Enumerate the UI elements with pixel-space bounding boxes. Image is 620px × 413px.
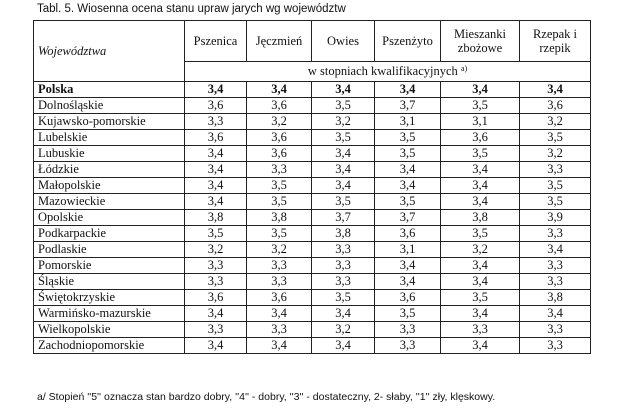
- value-cell: 3,6: [247, 130, 312, 146]
- value-cell: 3,5: [185, 226, 247, 242]
- table-row: [34, 114, 591, 130]
- value-cell: 3,5: [441, 290, 520, 306]
- value-cell: 3,3: [247, 258, 312, 274]
- value-cell: 3,4: [520, 306, 591, 322]
- value-cell: 3,5: [375, 306, 441, 322]
- value-cell: 3,4: [520, 242, 591, 258]
- region-name: Kujawsko-pomorskie: [34, 114, 185, 130]
- region-name: Polska: [34, 82, 185, 98]
- value-cell: 3,8: [247, 210, 312, 226]
- region-name: Śląskie: [34, 274, 185, 290]
- value-cell: 3,3: [247, 162, 312, 178]
- region-name: Zachodniopomorskie: [34, 338, 185, 354]
- table-row: [34, 242, 591, 258]
- value-cell: 3,2: [185, 242, 247, 258]
- value-cell: 3,3: [312, 242, 375, 258]
- value-cell: 3,3: [247, 322, 312, 338]
- value-cell: 3,6: [375, 290, 441, 306]
- footnote: a/ Stopień ''5'' oznacza stan bardzo dobry, ''4'' - dobry, ''3'' - dostateczny, 2- słaby, ''1'' zły, klęskowy.: [37, 391, 496, 403]
- region-name: Lubuskie: [34, 146, 185, 162]
- region-name: Podkarpackie: [34, 226, 185, 242]
- value-cell: 3,3: [520, 322, 591, 338]
- value-cell: 3,7: [375, 98, 441, 114]
- table-row: [34, 274, 591, 290]
- value-cell: 3,4: [441, 178, 520, 194]
- value-cell: 3,8: [185, 210, 247, 226]
- value-cell: 3,7: [375, 210, 441, 226]
- value-cell: 3,6: [441, 130, 520, 146]
- table-row: [34, 322, 591, 338]
- value-cell: 3,4: [441, 162, 520, 178]
- value-cell: 3,4: [247, 306, 312, 322]
- value-cell: 3,4: [185, 178, 247, 194]
- value-cell: 3,4: [185, 146, 247, 162]
- region-name: Podlaskie: [34, 242, 185, 258]
- table-row: [34, 194, 591, 210]
- column-header-rzepak: Rzepak i rzepik: [520, 21, 591, 62]
- region-column-header: Województwa: [34, 21, 185, 82]
- value-cell: 3,6: [185, 290, 247, 306]
- column-header-mieszanki: Mieszanki zbożowe: [441, 21, 520, 62]
- value-cell: 3,4: [312, 178, 375, 194]
- value-cell: 3,4: [312, 338, 375, 354]
- value-cell: 3,5: [312, 290, 375, 306]
- region-name: Lubelskie: [34, 130, 185, 146]
- value-cell: 3,2: [520, 146, 591, 162]
- column-header-owies: Owies: [312, 21, 375, 62]
- value-cell: 3,6: [185, 130, 247, 146]
- value-cell: 3,4: [375, 274, 441, 290]
- value-cell: 3,5: [520, 130, 591, 146]
- value-cell: 3,4: [312, 306, 375, 322]
- value-cell: 3,4: [247, 82, 312, 98]
- value-cell: 3,9: [520, 210, 591, 226]
- table-body: [34, 82, 591, 354]
- table-title: Tabl. 5. Wiosenna ocena stanu upraw jarych wg województw: [37, 3, 346, 15]
- value-cell: 3,4: [441, 338, 520, 354]
- value-cell: 3,4: [441, 258, 520, 274]
- table-row: [34, 290, 591, 306]
- value-cell: 3,6: [520, 98, 591, 114]
- value-cell: 3,4: [441, 274, 520, 290]
- region-name: Warmińsko-mazurskie: [34, 306, 185, 322]
- value-cell: 3,5: [312, 130, 375, 146]
- value-cell: 3,3: [185, 114, 247, 130]
- value-cell: 3,3: [520, 162, 591, 178]
- value-cell: 3,4: [312, 82, 375, 98]
- region-name: Pomorskie: [34, 258, 185, 274]
- value-cell: 3,4: [185, 194, 247, 210]
- value-cell: 3,4: [185, 82, 247, 98]
- column-header-pszenzyto: Pszenżyto: [375, 21, 441, 62]
- value-cell: 3,5: [247, 226, 312, 242]
- value-cell: 3,3: [185, 274, 247, 290]
- table-row: [34, 258, 591, 274]
- table-row: [34, 82, 591, 98]
- value-cell: 3,5: [247, 178, 312, 194]
- value-cell: 3,5: [441, 98, 520, 114]
- value-cell: 3,5: [375, 130, 441, 146]
- value-cell: 3,4: [441, 82, 520, 98]
- value-cell: 3,3: [247, 274, 312, 290]
- value-cell: 3,5: [520, 178, 591, 194]
- value-cell: 3,4: [312, 162, 375, 178]
- value-cell: 3,3: [520, 226, 591, 242]
- value-cell: 3,3: [520, 338, 591, 354]
- value-cell: 3,2: [441, 242, 520, 258]
- value-cell: 3,3: [441, 322, 520, 338]
- value-cell: 3,5: [520, 194, 591, 210]
- value-cell: 3,4: [185, 306, 247, 322]
- value-cell: 3,3: [185, 258, 247, 274]
- table-row: [34, 178, 591, 194]
- value-cell: 3,5: [375, 146, 441, 162]
- region-name: Łódzkie: [34, 162, 185, 178]
- value-cell: 3,3: [375, 322, 441, 338]
- column-header-jeczmien: Jęczmień: [247, 21, 312, 62]
- region-name: Mazowieckie: [34, 194, 185, 210]
- value-cell: 3,8: [520, 290, 591, 306]
- value-cell: 3,2: [312, 114, 375, 130]
- region-name: Małopolskie: [34, 178, 185, 194]
- value-cell: 3,2: [312, 322, 375, 338]
- value-cell: 3,5: [312, 194, 375, 210]
- value-cell: 3,5: [247, 194, 312, 210]
- value-cell: 3,3: [312, 274, 375, 290]
- value-cell: 3,2: [247, 114, 312, 130]
- region-name: Dolnośląskie: [34, 98, 185, 114]
- column-header-pszenica: Pszenica: [185, 21, 247, 62]
- table-row: [34, 98, 591, 114]
- value-cell: 3,6: [247, 146, 312, 162]
- value-cell: 3,4: [375, 82, 441, 98]
- table-row: [34, 338, 591, 354]
- table-row: [34, 306, 591, 322]
- value-cell: 3,4: [247, 338, 312, 354]
- value-cell: 3,5: [312, 98, 375, 114]
- region-name: Świętokrzyskie: [34, 290, 185, 306]
- value-cell: 3,3: [185, 322, 247, 338]
- value-cell: 3,2: [520, 114, 591, 130]
- value-cell: 3,6: [247, 98, 312, 114]
- value-cell: 3,4: [312, 146, 375, 162]
- value-cell: 3,4: [375, 258, 441, 274]
- header-row: [34, 21, 591, 62]
- value-cell: 3,4: [441, 306, 520, 322]
- value-cell: 3,3: [520, 258, 591, 274]
- value-cell: 3,4: [185, 162, 247, 178]
- value-cell: 3,5: [441, 146, 520, 162]
- value-cell: 3,3: [312, 258, 375, 274]
- value-cell: 3,4: [520, 82, 591, 98]
- value-cell: 3,4: [375, 178, 441, 194]
- crop-assessment-table: [33, 20, 591, 354]
- value-cell: 3,5: [375, 194, 441, 210]
- value-cell: 3,1: [375, 114, 441, 130]
- unit-label: w stopniach kwalifikacyjnych: [307, 64, 458, 78]
- table-row: [34, 226, 591, 242]
- table-row: [34, 162, 591, 178]
- unit-footnote-marker: a): [460, 64, 468, 73]
- value-cell: 3,5: [441, 226, 520, 242]
- table-row: [34, 130, 591, 146]
- value-cell: 3,2: [247, 242, 312, 258]
- value-cell: 3,8: [312, 226, 375, 242]
- value-cell: 3,3: [375, 338, 441, 354]
- value-cell: 3,6: [247, 290, 312, 306]
- region-name: Wielkopolskie: [34, 322, 185, 338]
- value-cell: 3,8: [441, 210, 520, 226]
- table-row: [34, 210, 591, 226]
- value-cell: 3,4: [441, 194, 520, 210]
- unit-cell: [185, 62, 591, 82]
- value-cell: 3,7: [312, 210, 375, 226]
- value-cell: 3,1: [375, 242, 441, 258]
- value-cell: 3,4: [185, 338, 247, 354]
- value-cell: 3,6: [185, 98, 247, 114]
- table-row: [34, 146, 591, 162]
- value-cell: 3,1: [441, 114, 520, 130]
- region-name: Opolskie: [34, 210, 185, 226]
- value-cell: 3,4: [375, 162, 441, 178]
- value-cell: 3,6: [375, 226, 441, 242]
- value-cell: 3,3: [520, 274, 591, 290]
